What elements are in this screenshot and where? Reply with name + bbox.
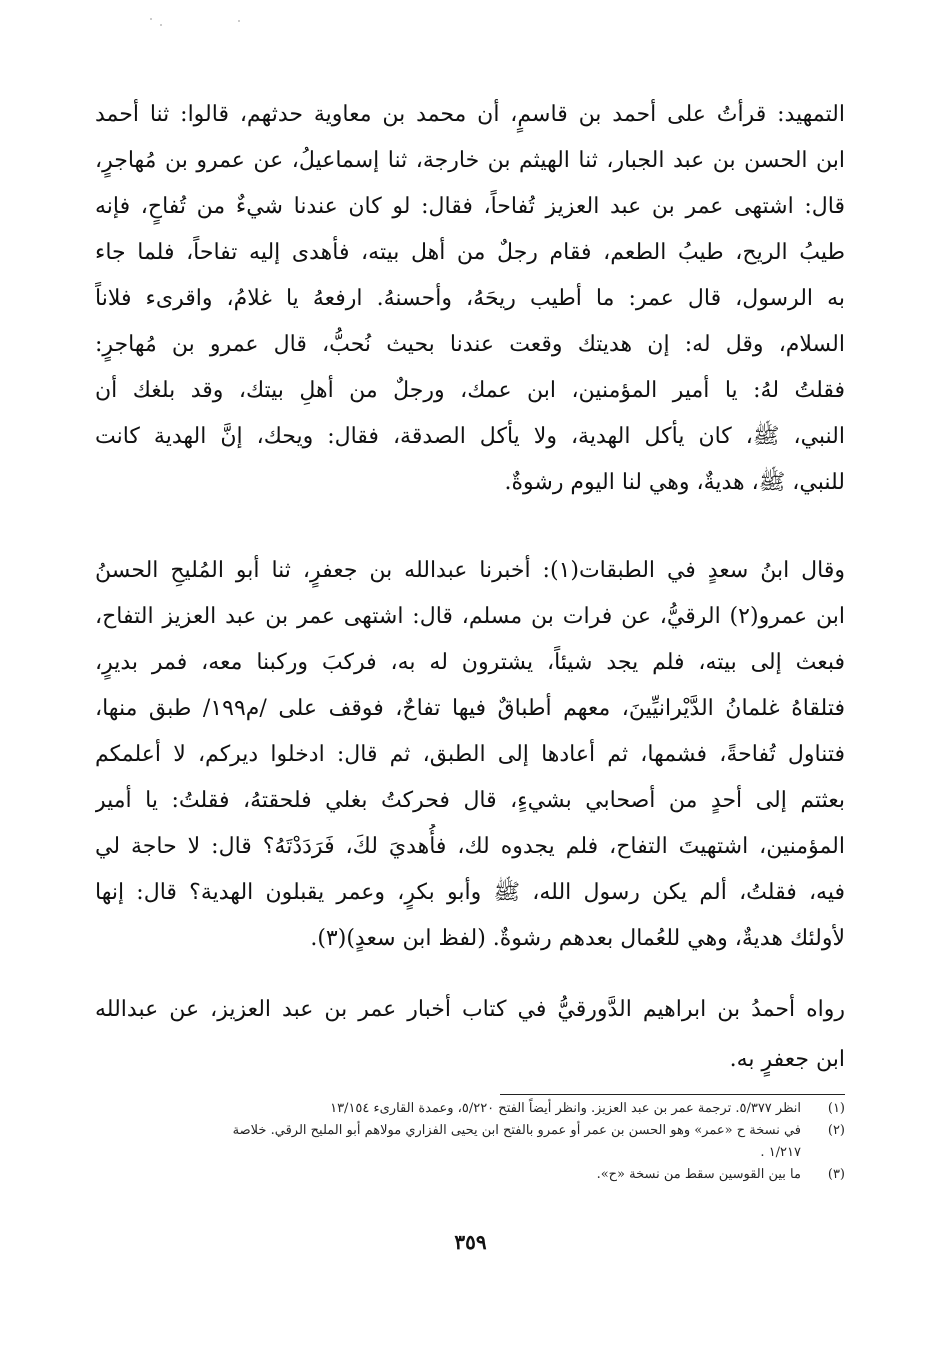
text-line: بعثتم إلى أحدٍ من أصحابي بشيءٍ، قال فحركتُ بغلي فلحقتهُ، فقلتُ: يا أمير xyxy=(95,788,845,813)
paragraph-dawraqi xyxy=(95,985,845,1085)
text-line: لأولئك هديةٌ، وهي للعُمال بعدهم رشوةٌ. (لفظ ابن سعدٍ)(٣). xyxy=(310,926,845,951)
text-line: ابن عمرو(٢) الرقيُّ، عن فرات بن مسلم، قال: اشتهى عمر بن عبد العزيز التفاح، xyxy=(95,604,845,629)
scan-speck xyxy=(150,18,152,20)
text-line: ابن جعفرٍ به. xyxy=(729,1047,845,1072)
text-line: فقلتُ لهُ: يا أمير المؤمنين، ابن عمك، ورجلٌ من أهلِ بيتك، وقد بلغك أن xyxy=(95,378,845,403)
footnote-text: انظر ٥/٣٧٧. ترجمة عمر بن عبد العزيز. وانظر أيضاً الفتح ٥/٢٢٠، وعمدة القارىء ١٣/١٥٤ xyxy=(330,1101,801,1116)
scan-speck xyxy=(160,24,162,26)
footnote-text: في نسخة ح «عمر» وهو الحسن بن عمر أو عمرو بالفتح ابن يحيى الفزاري مولاهم أبو المليح الرقي. خلاصة xyxy=(232,1123,801,1138)
scan-speck xyxy=(238,20,240,22)
footnotes xyxy=(95,1098,845,1186)
text-line: فتناول تُفاحةً، فشمها، ثم أعادها إلى الطبق، ثم قال: ادخلوا ديركم، لا أعلمكم xyxy=(95,742,845,767)
footnote-text: ما بين القوسين سقط من نسخة «ح». xyxy=(596,1167,801,1182)
footnote-number: (٢) xyxy=(827,1123,845,1138)
footnote-1 xyxy=(95,1098,845,1120)
text-line: فتلقاهُ غلمانُ الدَّيْرانيِّينَ، معهم أطباقٌ فيها تفاحٌ، فوقف على /م١٩٩/ طبق منها، xyxy=(95,696,845,721)
text-line: التمهيد: قرأتُ على أحمد بن قاسمٍ، أن محمد بن معاوية حدثهم، قالوا: ثنا أحمد xyxy=(95,102,845,127)
text-line: المؤمنين، اشتهيتَ التفاح، فلم يجدوه لك، فأُهديَ لكَ، فَرَدَدْتَهُ؟ قال: لا حاجة لي xyxy=(95,834,845,859)
text-line: قال: اشتهى عمر بن عبد العزيز تُفاحاً، فقال: لو كان عندنا شيءٌ من تُفاحٍ، فإنه xyxy=(95,194,845,219)
text-line: فبعث إلى بيته، فلم يجد شيئاً، يشترون له به، فركبَ وركبنا معه، فمر بديرٍ، xyxy=(95,650,845,675)
text-line: به الرسول، قال عمر: ما أطيب ريحَهُ، وأحسنهُ. ارفعهُ يا غلامُ، واقرىء فلاناً xyxy=(95,286,845,311)
footnote-3 xyxy=(95,1164,845,1186)
footnote-2 xyxy=(95,1120,845,1142)
text-line: السلام، وقل له: إن هديتك وقعت عندنا بحيث نُحبُّ، قال عمرو بن مُهاجرٍ: xyxy=(95,332,845,357)
footnote-separator xyxy=(500,1094,845,1095)
text-line: ابن الحسن بن عبد الجبار، ثنا الهيثم بن خارجة، ثنا إسماعيلُ، عن عمرو بن مُهاجرٍ، xyxy=(95,148,845,173)
text-line: للنبي، ﷺ، هديةٌ، وهي لنا اليوم رشوةٌ. xyxy=(504,470,845,495)
page-number: ٣٥٩ xyxy=(454,1230,487,1254)
text-line: فيه، فقلتُ، ألم يكن رسول الله، ﷺ وأبو بكرٍ، وعمر يقبلون الهدية؟ قال: إنها xyxy=(95,880,845,905)
text-line: رواه أحمدُ بن ابراهيم الدَّورقيُّ في كتاب أخبار عمر بن عبد العزيز، عن عبدالله xyxy=(95,997,845,1022)
paragraph-tamhid xyxy=(95,92,845,506)
text-line: طيبُ الريح، طيبُ الطعم، فقام رجلٌ من أهل بيته، فأهدى إليه تفاحاً، فلما جاء xyxy=(95,240,845,265)
paragraph-ibn-saad xyxy=(95,548,845,962)
footnote-number: (٣) xyxy=(827,1167,845,1182)
footnote-2-continuation: ١/٢١٧ . xyxy=(760,1145,801,1160)
text-line: وقال ابنُ سعدٍ في الطبقات(١): أخبرنا عبدالله بن جعفرٍ، ثنا أبو المُليحِ الحسنُ xyxy=(95,558,845,583)
text-line: النبي، ﷺ، كان يأكل الهدية، ولا يأكل الصدقة، فقال: ويحك، إنَّ الهدية كانت xyxy=(95,424,845,449)
footnote-number: (١) xyxy=(827,1101,845,1116)
